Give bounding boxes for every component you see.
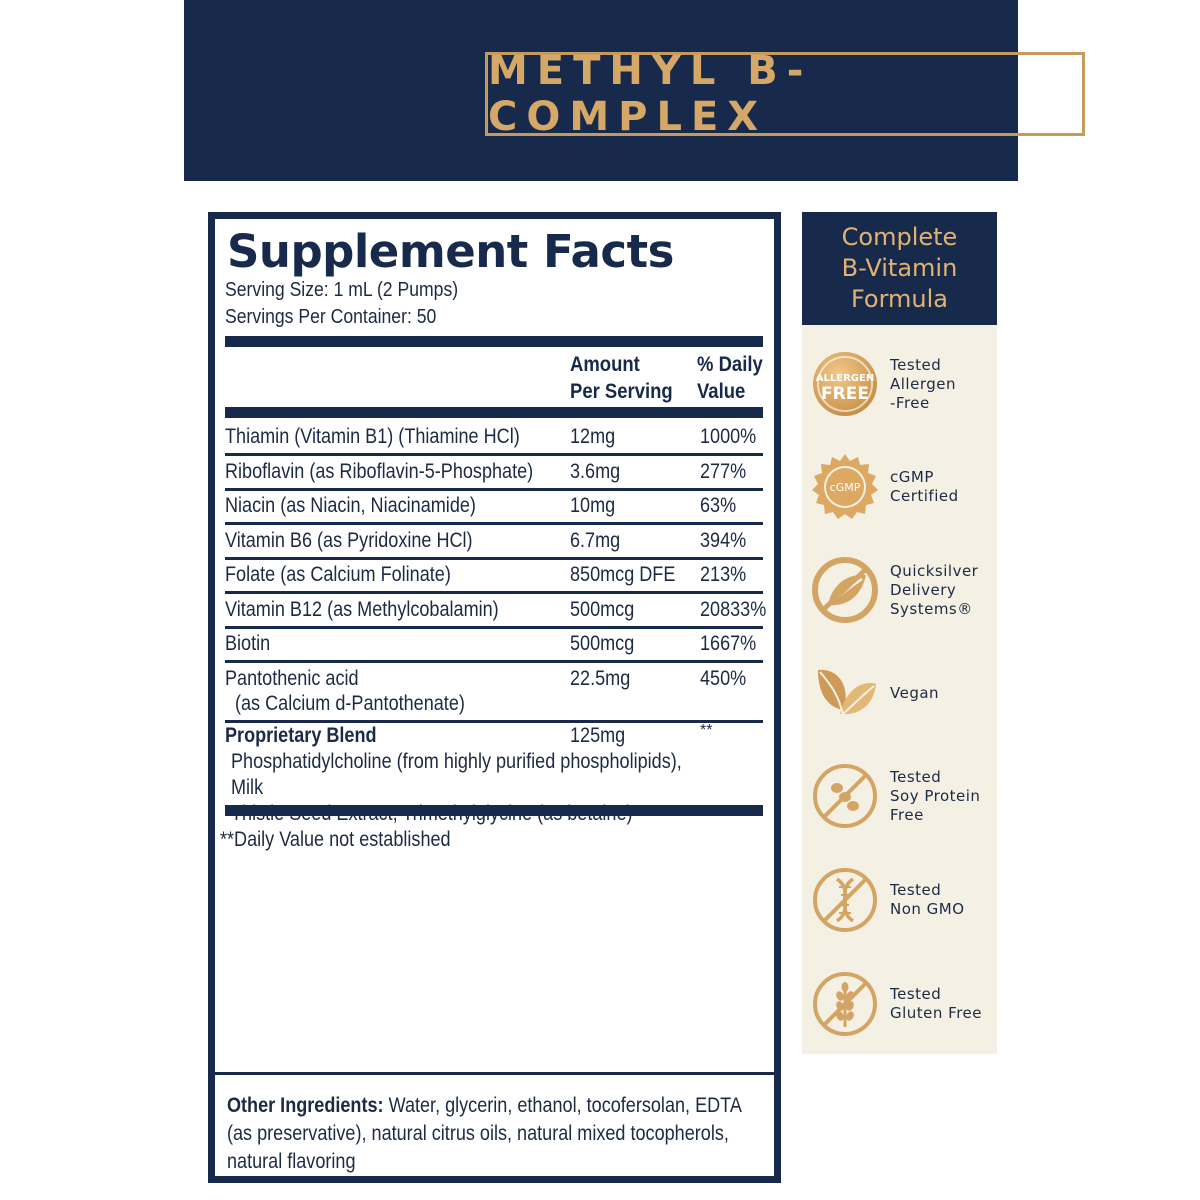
badge-label: Tested Non GMO xyxy=(890,881,965,918)
other-divider xyxy=(215,1072,774,1075)
nutrient-row xyxy=(225,560,763,594)
bottom-divider xyxy=(225,805,763,816)
daily-value-column-header: % Daily Value xyxy=(697,353,763,403)
nutrient-amount: 12mg xyxy=(570,425,616,448)
badge-allergen-free xyxy=(810,349,956,419)
blend-title: Proprietary Blend xyxy=(225,724,377,747)
supplement-facts-panel xyxy=(208,212,781,1183)
nutrient-name: Pantothenic acid xyxy=(225,667,359,690)
nutrient-name: Niacin (as Niacin, Niacinamide) xyxy=(225,494,476,517)
nutrient-dv: 63% xyxy=(700,494,737,517)
badge-label: Tested Allergen -Free xyxy=(890,355,956,412)
cgmp-seal-icon xyxy=(810,452,880,522)
title-frame xyxy=(485,48,1085,140)
nutrient-row xyxy=(225,526,763,560)
sidebar-heading: Complete B-Vitamin Formula xyxy=(802,212,997,325)
soy-free-icon xyxy=(810,761,880,831)
nutrient-row xyxy=(225,422,763,456)
nutrient-name: Riboflavin (as Riboflavin-5-Phosphate) xyxy=(225,460,534,483)
other-ingredients: Other Ingredients: Water, glycerin, ethanol, tocofersolan, EDTA (as preservative), natural citrus oils, natural mixed tocopherols, natural flavoring xyxy=(227,1094,741,1173)
nutrient-name: Vitamin B6 (as Pyridoxine HCl) xyxy=(225,529,473,552)
svg-text:cGMP: cGMP xyxy=(829,481,861,494)
badge-label: cGMP Certified xyxy=(890,468,959,505)
product-title: METHYL B-COMPLEX xyxy=(488,48,813,140)
nutrient-amount: 500mcg xyxy=(570,632,635,655)
vegan-leaf-icon xyxy=(810,658,880,728)
nutrient-name: Thiamin (Vitamin B1) (Thiamine HCl) xyxy=(225,425,520,448)
blend-description: Phosphatidylcholine (from highly purified phospholipids), Milk xyxy=(231,750,682,799)
nutrient-row xyxy=(225,664,763,723)
nutrient-dv: 394% xyxy=(700,529,747,552)
nutrient-name: Biotin xyxy=(225,632,271,655)
badge-label: Tested Gluten Free xyxy=(890,985,983,1022)
nutrient-name-detail: (as Calcium d-Pantothenate) xyxy=(235,692,465,715)
non-gmo-dna-icon xyxy=(810,865,880,935)
thick-divider xyxy=(225,336,763,347)
nutrient-amount: 500mcg xyxy=(570,598,635,621)
header-banner xyxy=(184,0,1018,181)
badge-non-gmo xyxy=(810,865,965,935)
badge-gluten-free xyxy=(810,969,982,1039)
nutrient-row xyxy=(225,457,763,491)
badge-quicksilver xyxy=(810,555,978,625)
nutrient-dv: 277% xyxy=(700,460,747,483)
nutrient-dv: 450% xyxy=(700,667,747,690)
nutrient-dv: 20833% xyxy=(700,598,767,621)
nutrient-row xyxy=(225,629,763,663)
svg-text:ALLERGEN: ALLERGEN xyxy=(815,373,875,384)
nutrient-name: Folate (as Calcium Folinate) xyxy=(225,563,451,586)
nutrient-amount: 22.5mg xyxy=(570,667,631,690)
gluten-free-wheat-icon xyxy=(810,969,880,1039)
feature-sidebar xyxy=(802,212,997,1054)
serving-size: Serving Size: 1 mL (2 Pumps) xyxy=(225,279,459,301)
nutrient-dv: 1000% xyxy=(700,425,757,448)
nutrient-dv: 213% xyxy=(700,563,747,586)
badge-cgmp xyxy=(810,452,959,522)
badge-vegan xyxy=(810,658,939,728)
nutrient-amount: 10mg xyxy=(570,494,616,517)
nutrient-dv: 1667% xyxy=(700,632,757,655)
amount-column-header: Amount Per Serving xyxy=(570,353,673,403)
badge-label: Quicksilver Delivery Systems® xyxy=(890,561,979,618)
badge-label: Tested Soy Protein Free xyxy=(890,767,981,824)
servings-per-container: Servings Per Container: 50 xyxy=(225,306,437,328)
blend-amount: 125mg xyxy=(570,724,626,747)
nutrient-amount: 3.6mg xyxy=(570,460,621,483)
quicksilver-leaf-icon xyxy=(810,555,880,625)
allergen-free-icon xyxy=(810,349,880,419)
nutrient-amount: 6.7mg xyxy=(570,529,621,552)
nutrient-row xyxy=(225,595,767,629)
nutrient-amount: 850mcg DFE xyxy=(570,563,676,586)
badge-label: Vegan xyxy=(890,683,940,702)
facts-heading: Supplement Facts xyxy=(227,225,674,278)
header-divider xyxy=(225,407,763,418)
svg-text:FREE: FREE xyxy=(821,384,869,404)
blend-dv: ** xyxy=(700,722,713,739)
footnote: **Daily Value not established xyxy=(220,828,451,851)
badge-soy-free xyxy=(810,761,980,831)
nutrient-name: Vitamin B12 (as Methylcobalamin) xyxy=(225,598,499,621)
nutrient-row xyxy=(225,491,763,525)
